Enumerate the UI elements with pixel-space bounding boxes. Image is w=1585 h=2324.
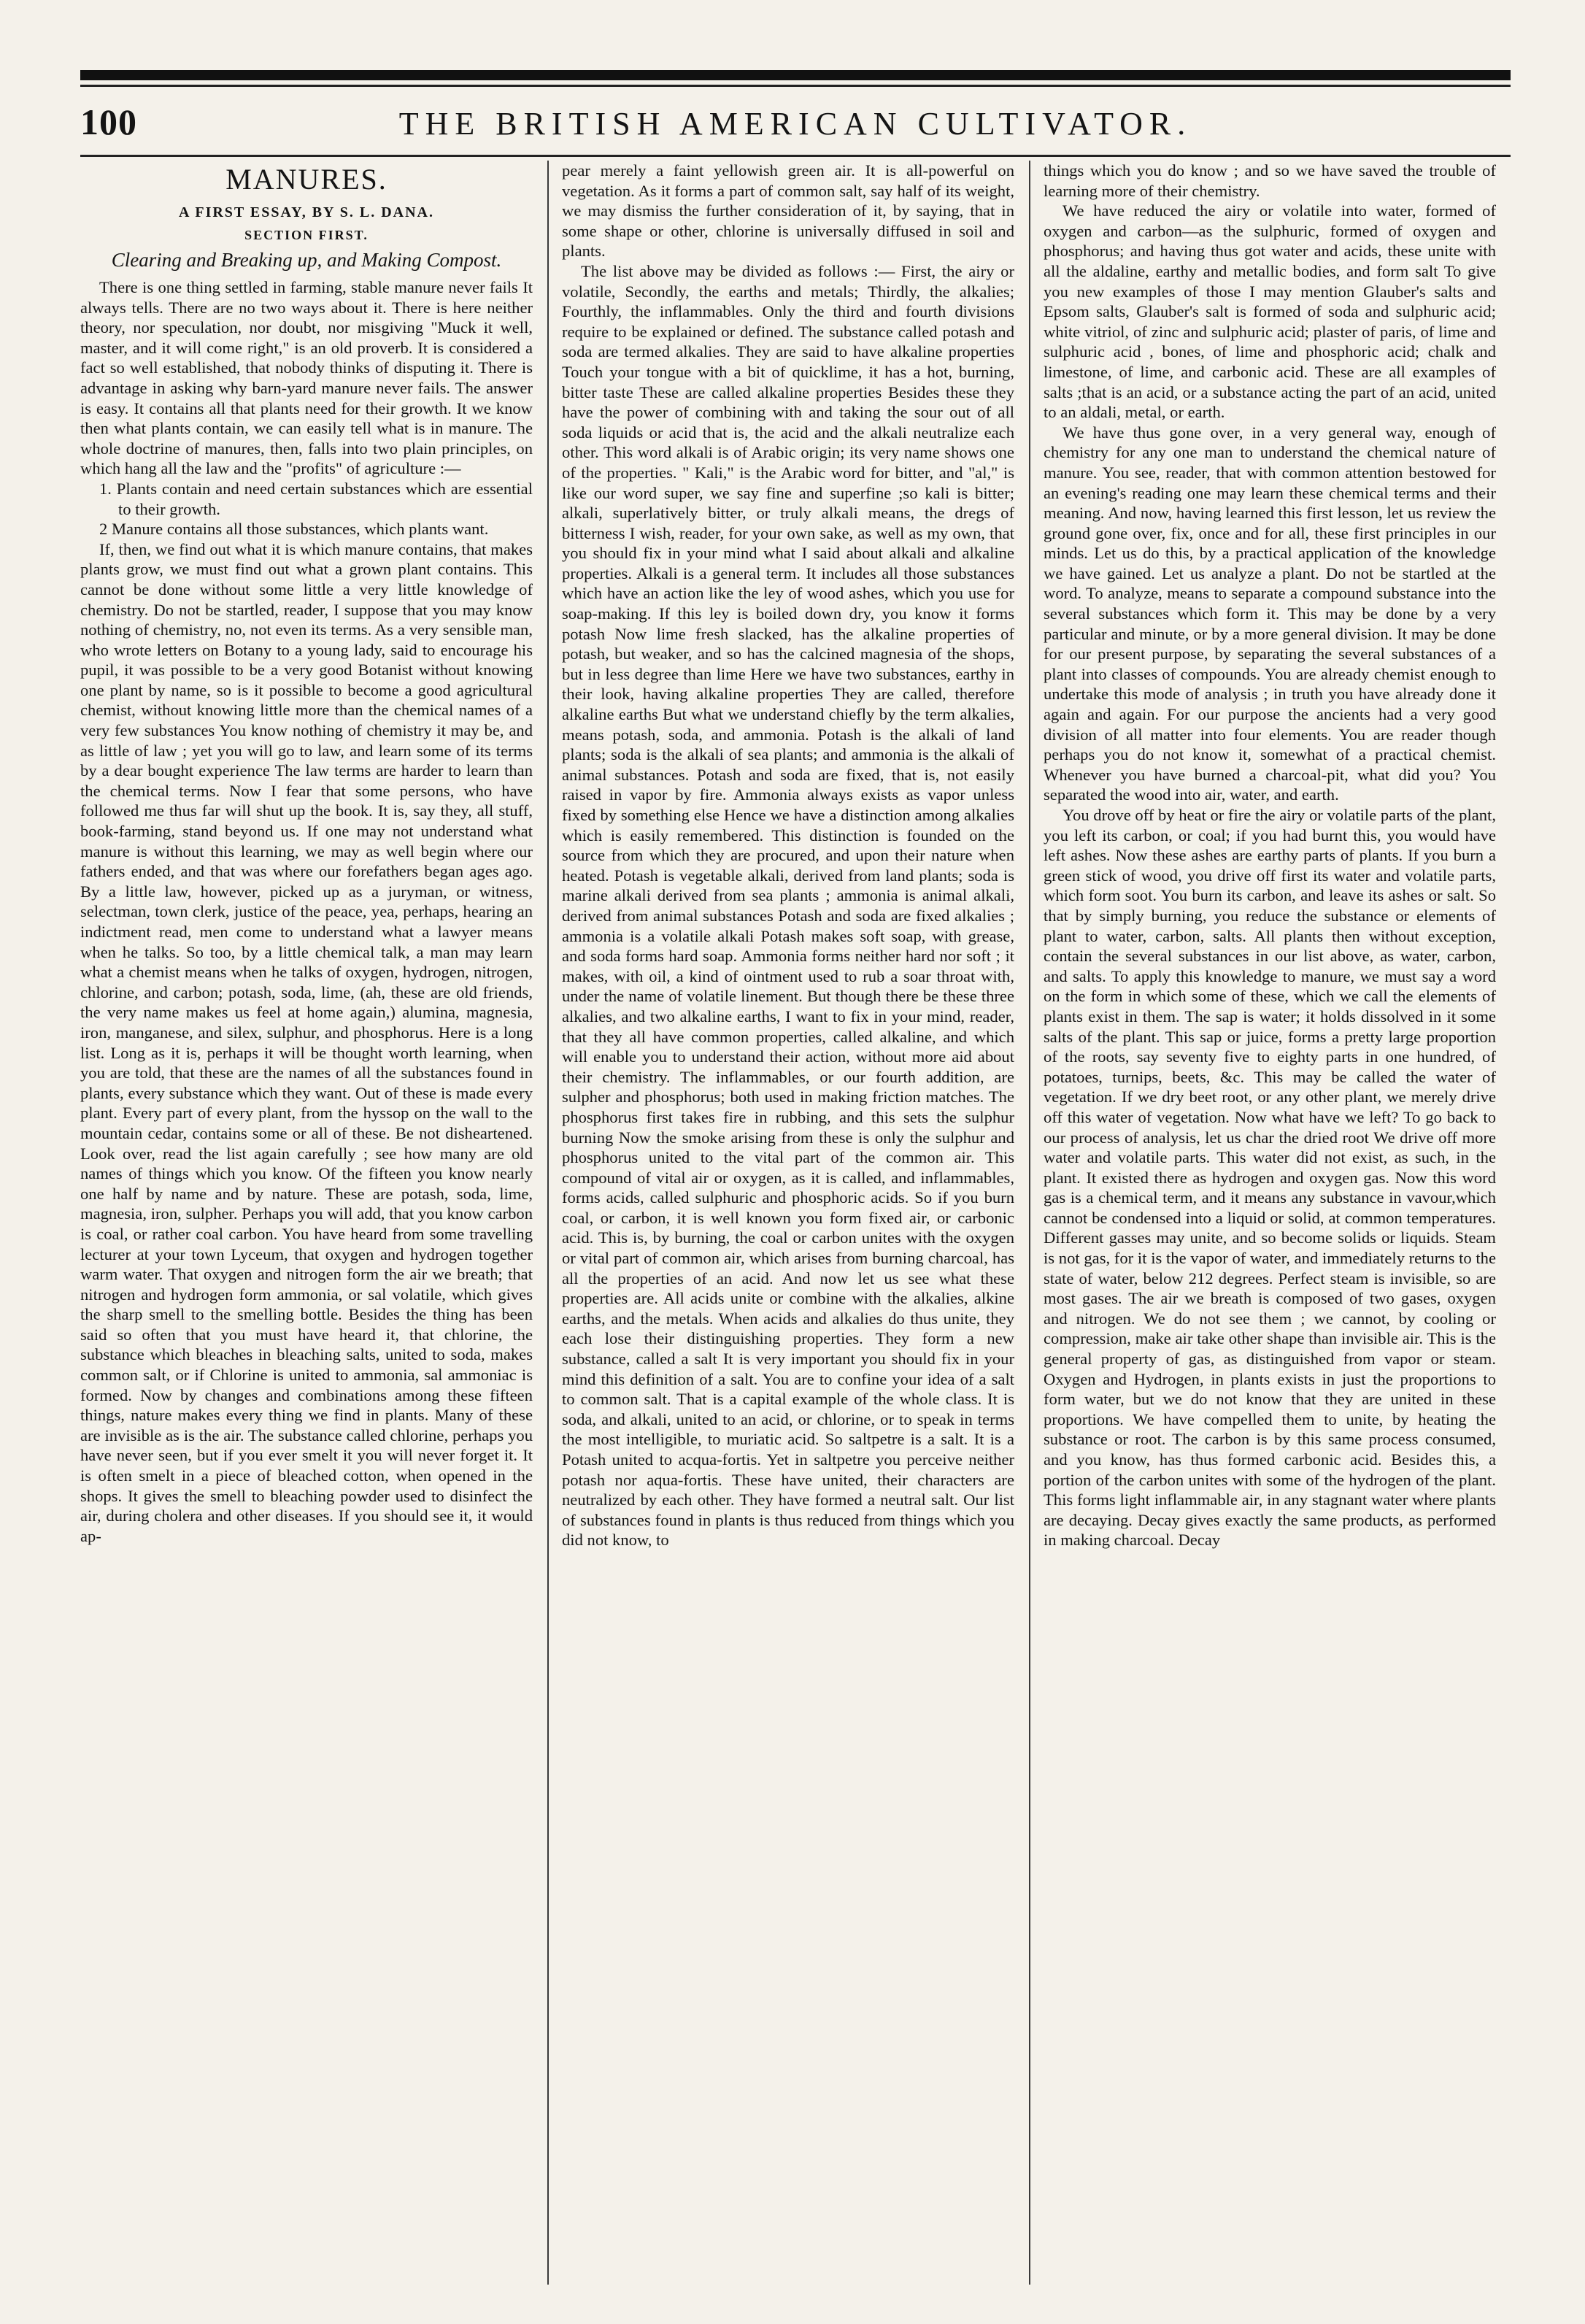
column-divider <box>547 161 549 2285</box>
article-subtitle: Clearing and Breaking up, and Making Compost. <box>111 249 502 271</box>
columns <box>80 161 1511 2285</box>
header-rule <box>80 155 1511 157</box>
article-headline: MANURES. <box>225 163 387 196</box>
top-heavy-rule <box>80 70 1511 80</box>
article-byline: A FIRST ESSAY, BY S. L. DANA. <box>179 204 434 220</box>
paragraph: If, then, we find out what it is which manure contains, that makes plants grow, we must find out what a grown plant contains. This cannot be done without some little a very little knowledge of chemistry. Do not be startled, reader, I suppose that you may know nothing of chemistry, no, not even its terms. As a very sensible man, who wrote letters on Botany to a young lady, said to encourage his pupil, it was possible to be a very good Botanist without knowing one plant by name, so is it possible to become a good agricultural chemist, without knowing little more than the chemical names of a very few substances You know nothing of chemistry it may be, and as little of law ; yet you will go to law, and learn some of its terms by a dear bought experience The law terms are harder to learn than the chemical terms. Now I fear that some persons, who have followed me thus far will shut up the book. It is, say they, all stuff, book-farming, stand beyond us. If one may not understand what manure is without this learning, we may as well begin where our fathers ended, and that was where our forefathers began ages ago. By a little law, however, picked up as a juryman, or witness, selectman, town clerk, justice of the peace, yea, perhaps, hearing an indictment read, men come to understand what a lawyer means when he talks. So too, by a little chemical talk, a man may learn what a chemist means when he talks of oxygen, hydrogen, nitrogen, chlorine, and carbon; potash, soda, lime, (ah, these are old friends, the very name makes us feel at home again,) alumina, magnesia, iron, manganese, and silex, sulphur, and phosphorus. Here is a long list. Long as it is, perhaps it will be thought worth learning, when you are told, that these are the names of all the substances found in plants, every substance which they want. Out of these is made every plant. Every part of every plant, from the hyssop on the wall to the mountain cedar, contains some or all of these. Be not disheartened. Look over, read the list again carefully ; see how many are old names of things which you know. Of the fifteen you know nearly one half by name and by nature. These are potash, soda, lime, magnesia, iron, sulpher. Perhaps you will add, that you know carbon is coal, or rather coal carbon. You have heard from some travelling lecturer at your town Lyceum, that oxygen and hydrogen together warm water. That oxygen and nitrogen form the air we breath; that nitrogen and hydrogen form ammonia, or sal volatile, which gives the sharp smell to the smelling bottle. Besides the thing has been said so often that you must have heard it, that chlorine, the substance which bleaches in bleaching salts, united to soda, makes common salt, or if Chlorine is united to ammonia, sal ammoniac is formed. Now by changes and combinations among these fifteen things, nature makes every thing we find in plants. Many of these are invisible as is the air. The substance called chlorine, perhaps you have never seen, but if you ever smelt it you will never forget it. It is often smelt in a piece of bleached cotton, when opened in the shops. It gives the smell to bleaching powder used to disinfect the air, during cholera and other diseases. If you should see it, it would ap- <box>80 539 533 1545</box>
paragraph: pear merely a faint yellowish green air. It is all-powerful on vegetation. As it forms a part of common salt, say half of its weight, we may dismiss the further consideration of it, by saying, that in some shape or other, chlorine is universally diffused in soil and plants. <box>562 161 1014 261</box>
paragraph: We have thus gone over, in a very general way, enough of chemistry for any one man to understand the chemical nature of manure. You see, reader, that with common attention bestowed for an evening's reading one may learn these chemical terms and their meaning. And now, having learned this first lesson, let us review the ground gone over, fix, once and for all, these first principles in our minds. Let us do this, by a practical application of the knowledge we have gained. Let us analyze a plant. Do not be startled at the word. To analyze, means to separate a compound substance into the several substances which form it. This may be done by a very particular and minute, or by a more general division. It may be done for our present purpose, by separating the several substances of a plant into classes of compounds. You are already chemist enough to undertake this mode of analysis ; in truth you have already done it again and again. For our purpose the ancients had a very good division of all matter into four elements. You are reader though perhaps you do not know it, somewhat of a practical chemist. Whenever you have burned a charcoal-pit, what did you? You separated the wood into air, water, and earth. <box>1044 423 1496 804</box>
journal-title: THE BRITISH AMERICAN CULTIVATOR. <box>398 106 1192 142</box>
column-2 <box>562 161 1014 2285</box>
column-divider <box>1029 161 1030 2285</box>
paragraph: We have reduced the airy or volatile into water, formed of oxygen and carbon—as the sulphuric, formed of oxygen and phosphorus; and having thus got water and acids, these unite with all the aldaline, earthy and metallic bodies, and form salt To give you new examples of those I may mention Glauber's salts and Epsom salts, Glauber's salt is formed of soda and sulphuric acid; white vitriol, of zinc and sulphuric acid; plaster of paris, of lime and sulphuric acid , bones, of lime and phosphoric acid; chalk and limestone, of lime, and carbonic acid. These are all examples of salts ;that is an acid, or a substance acting the part of an acid, united to an aldali, metal, or earth. <box>1044 201 1496 422</box>
column-1 <box>80 161 533 2285</box>
numbered-principle: 1. Plants contain and need certain substances which are essential to their growth. <box>99 479 533 518</box>
top-thin-rule <box>80 85 1511 87</box>
column-3 <box>1044 161 1496 2285</box>
newspaper-page <box>80 70 1511 2289</box>
section-label: SECTION FIRST. <box>244 228 369 242</box>
paragraph: The list above may be divided as follows :— First, the airy or volatile, Secondly, the earths and metals; Thirdly, the alkalies; Fourthly, the inflammables. Only the third and fourth divisions require to be explained or defined. The substance called potash and soda are termed alkalies. They are said to have alkaline properties Touch your tongue with a bit of quicklime, it has a hot, burning, bitter taste These are called alkaline properties Besides these they have the power of combining with and taking the sour out of all soda liquids or acid that is, the acid and the alkali neutralize each other. This word alkali is of Arabic origin; its very name shows one of the properties. " Kali," is the Arabic word for bitter, and "al," is like our word super, we say fine and superfine ;so kali is bitter; alkali, superlatively bitter, or truly alkali means, the dregs of bitterness I wish, reader, for your own sake, as well as my own, that you should fix in your mind what I said about alkali and alkaline properties. Alkali is a general term. It includes all those substances which have an action like the ley of wood ashes, which you use for soap-making. If this ley is boiled down dry, you know it forms potash Now lime fresh slacked, has the alkaline properties of potash, but weaker, and so has the calcined magnesia of the shops, but in less degree than lime Here we have two substances, earthy in their look, having alkaline properties They are called, therefore alkaline earths But what we understand chiefly by the term alkalies, means potash, soda, and ammonia. Potash is the alkali of land plants; soda is the alkali of sea plants; and ammonia is the alkali of animal substances. Potash and soda are fixed, that is, not easily raised in vapor by fire. Ammonia always exists as vapor unless fixed by something else Hence we have a distinction among alkalies which is easily remembered. This distinction is founded on the source from which they are procured, and upon their nature when heated. Potash is vegetable alkali, derived from land plants; soda is marine alkali derived from sea plants ; ammonia is animal alkali, derived from animal substances Potash and soda are fixed alkalies ; ammonia is a volatile alkali Potash makes soft soap, with grease, and soda forms hard soap. Ammonia forms neither hard nor soft ; it makes, with oil, a kind of ointment used to rub a soar throat with, under the name of volatile linement. But though there be these three alkalies, and two alkaline earths, I want to fix in your mind, reader, that they all have common properties, called alkaline, and which will enable you to understand their action, without more aid about their chemistry. The inflammables, or our fourth addition, are sulpher and phosphorus; both used in making friction matches. The phosphorus first takes fire in rubbing, and this sets the sulphur burning Now the smoke arising from these is only the sulphur and phosphorus united to the vital part of the common air. This compound of vital air or oxygen, as it is called, and inflammables, forms acids, called sulphuric and phosphoric acids. So if you burn coal, or carbon, it is well known you form fixed air, or carbonic acid. This is, by burning, the coal or carbon unites with the oxygen or vital part of common air, which arises from burning charcoal, has all the properties of an acid. And now let us see what these properties are. All acids unite or combine with the alkalies, alkine earths, and the metals. When acids and alkalies do thus unite, they each lose their distinguishing properties. They form a new substance, called a salt It is very important you should fix in your mind this definition of a salt. You are to confine your idea of a salt to common salt. That is a capital example of the whole class. It is soda, and alkali, united to an acid, or chlorine, or to speak in terms the most intelligible, to muriatic acid. So saltpetre is a salt. It is a Potash united to acqua-fortis. Yet in saltpetre you perceive neither potash nor aqua-fortis. These have united, their characters are neutralized by each other. They have formed a neutral salt. Our list of substances found in plants is thus reduced from things which you did not know, to <box>562 261 1014 1550</box>
running-head <box>80 101 1511 152</box>
paragraph: There is one thing settled in farming, stable manure never fails It always tells. There are no two ways about it. There is here neither theory, nor speculation, nor doubt, nor misgiving "Muck it well, master, and it will come right," is an old proverb. It is considered a fact so well established, that nobody thinks of disputing it. There is advantage in asking why barn-yard manure never fails. The answer is easy. It contains all that plants need for their growth. It we know then what plants contain, we can easily tell what is in manure. The whole doctrine of manures, then, falls into two plain principles, on which hang all the law and the "profits" of agriculture :— <box>80 278 533 478</box>
numbered-principle: 2 Manure contains all those substances, which plants want. <box>99 520 489 539</box>
paragraph: You drove off by heat or fire the airy or volatile parts of the plant, you left its carbon, or coal; if you had burnt this, you would have left ashes. Now these ashes are earthy parts of plants. If you burn a green stick of wood, you drive off first its water and volatile parts, which form soot. You burn its carbon, and leave its ashes or salt. So that by simply burning, you reduce the substance or elements of plant to water, carbon, salts. All plants then without exception, contain the several substances in our list above, as water, carbon, and salts. To apply this knowledge to manure, we must say a word on the form in which some of these, which we call the elements of plants exist in them. The sap is water; it holds dissolved in it some salts of the plant. This sap or juice, forms a pretty large proportion of the roots, say seventy five to eighty parts in one hundred, of potatoes, turnips, beets, &c. This may be called the water of vegetation. If we dry beet root, or any other plant, we merely drive off this water of vegetation. Now what have we left? To go back to our process of analysis, let us char the dried root We drive off more water and volatile parts. This water did not exist, as such, in the plant. It existed there as hydrogen and oxygen gas. Now this word gas is a chemical term, and it means any substance in vavour,which cannot be condensed into a liquid or solid, at common temperatures. Different gasses may unite, and so become solids or liquids. Steam is not gas, for it is the vapor of water, and immediately returns to the state of water, below 212 degrees. Perfect steam is invisible, so are most gases. The air we breath is composed of two gases, oxygen and nitrogen. We do not see them ; we cannot, by cooling or compression, make air take other shape than invisible air. This is the general property of gas, as distinguished from vapor or steam. Oxygen and Hydrogen, in plants exists in just the proportions to form water, but we do not know that they are united in these proportions. We have compelled them to unite, by heating the substance or root. The carbon is by this same process consumed, and you know, has thus formed carbonic acid. Besides this, a portion of the carbon unites with some of the hydrogen of the plant. This forms light inflammable air, in any stagnant water where plants are decaying. Decay gives exactly the same products, as performed in making charcoal. Decay <box>1044 806 1496 1550</box>
page-number: 100 <box>80 101 137 142</box>
paragraph: things which you do know ; and so we have saved the trouble of learning more of their chemistry. <box>1044 161 1496 200</box>
